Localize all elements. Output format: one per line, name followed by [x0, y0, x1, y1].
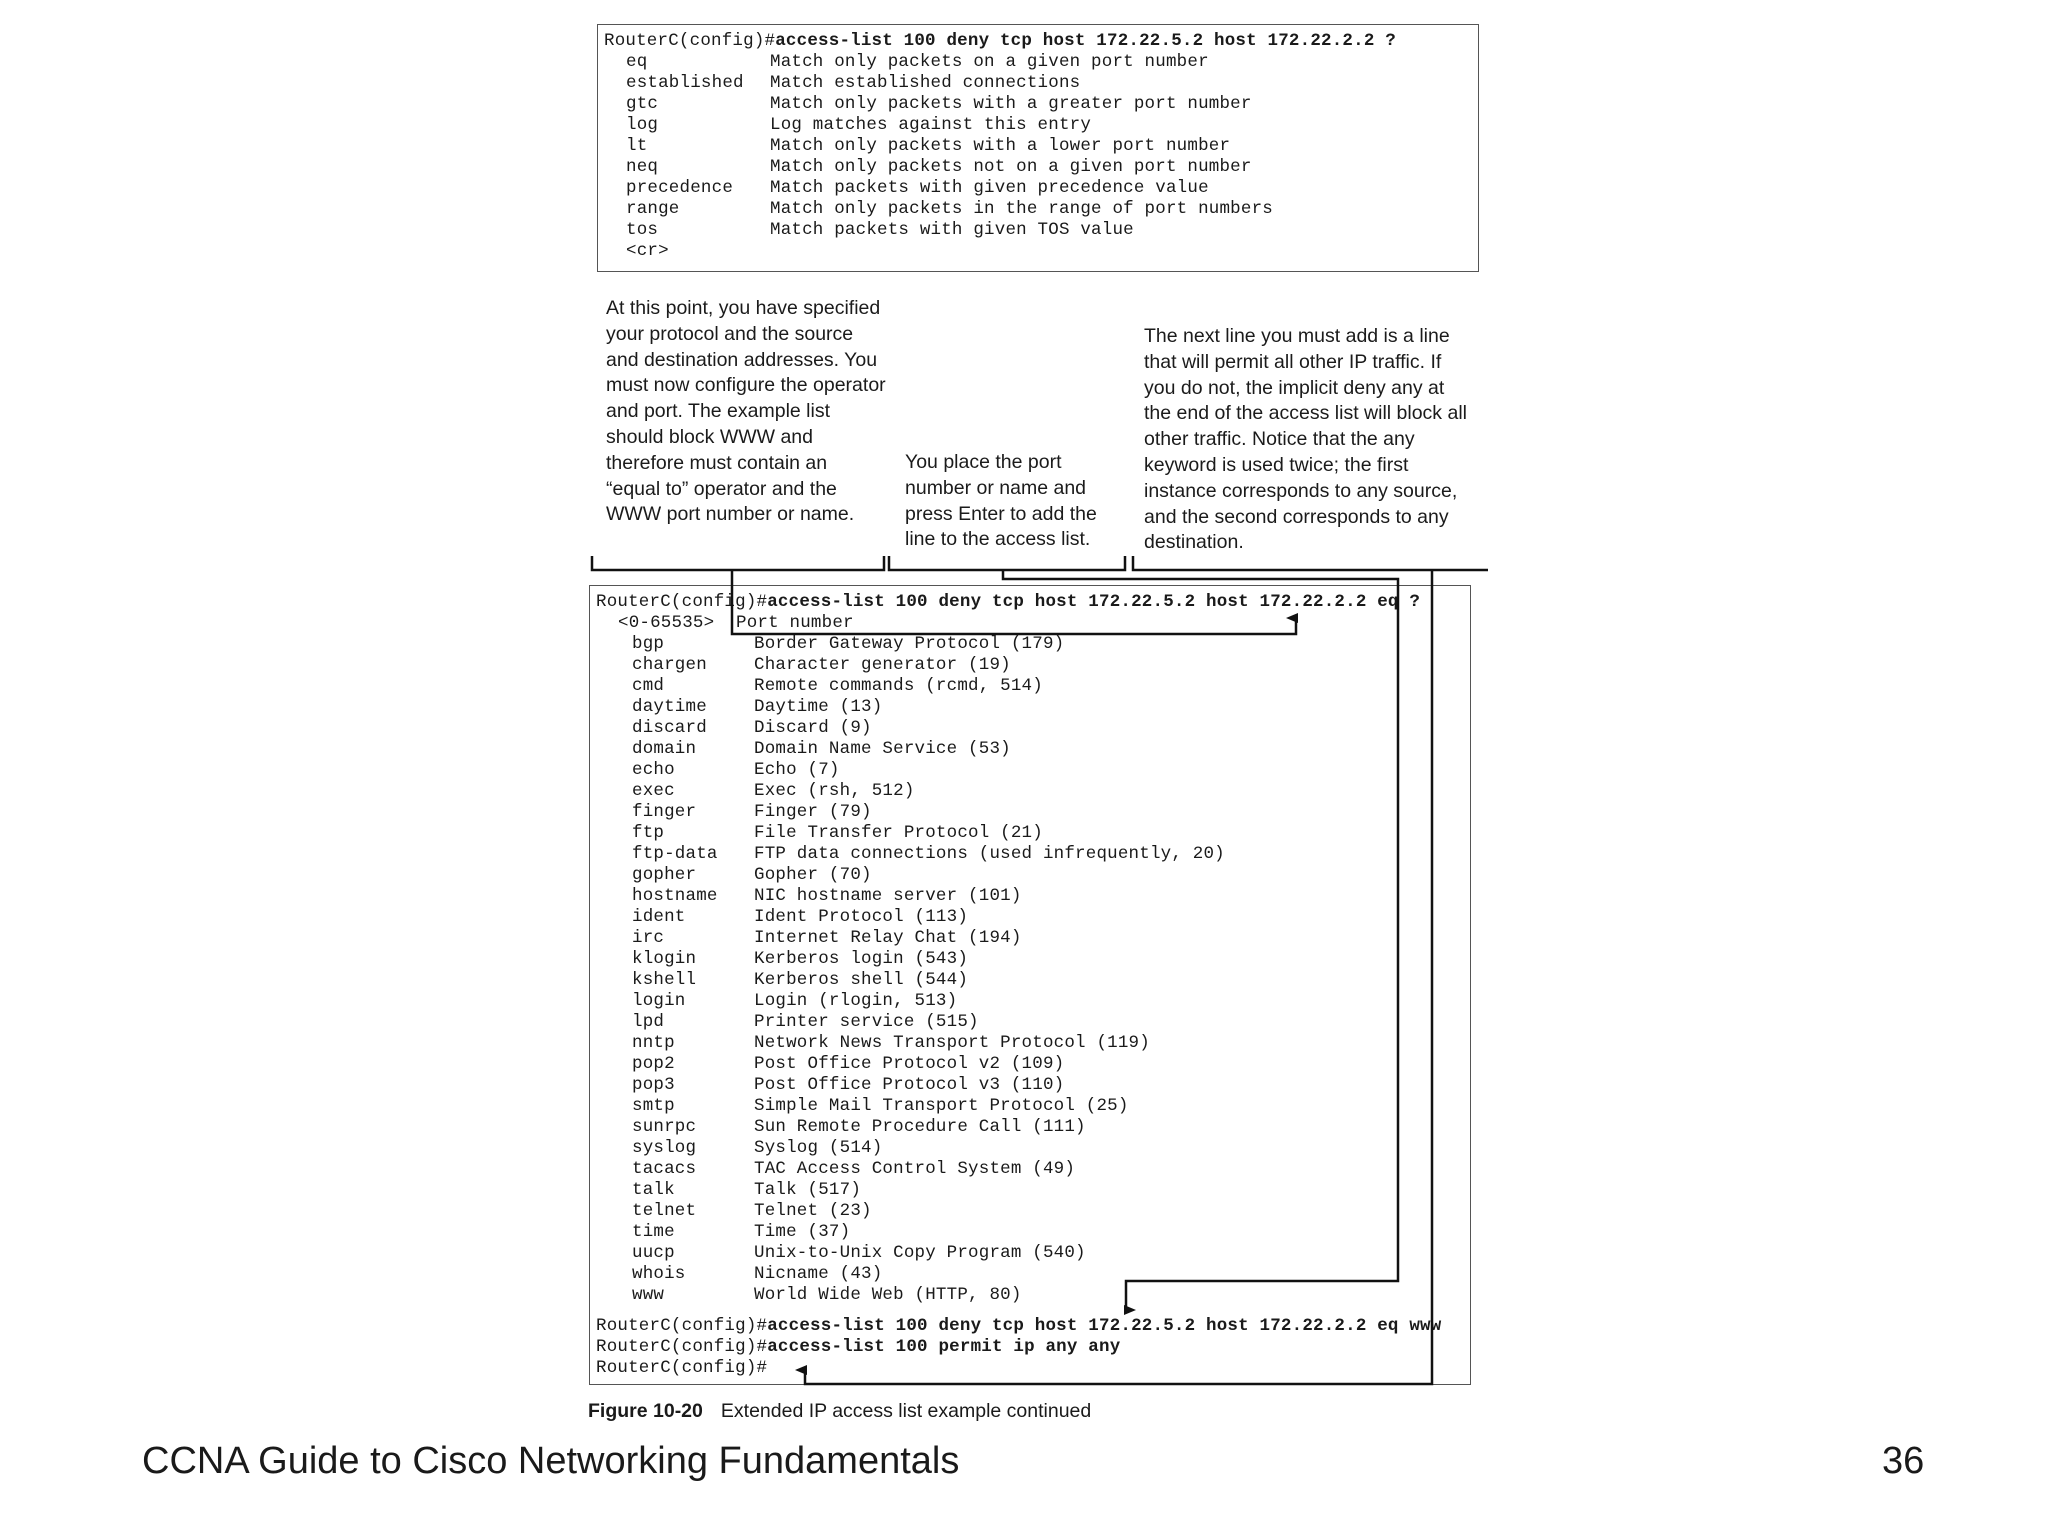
port-row-keyword: sunrpc	[632, 1117, 697, 1137]
port-row-keyword: bgp	[632, 634, 665, 654]
port-row-description: Kerberos login (543)	[754, 949, 969, 969]
page-number: 36	[1882, 1440, 1925, 1482]
port-row-keyword: exec	[632, 781, 675, 801]
port-row-keyword: echo	[632, 760, 675, 780]
port-row-keyword: chargen	[632, 655, 707, 675]
port-row-keyword: finger	[632, 802, 697, 822]
port-row-keyword: kshell	[632, 970, 697, 990]
port-row-keyword: ftp	[632, 823, 665, 843]
command-prompt: RouterC(config)#	[596, 592, 768, 612]
arrow-to-www-line	[1003, 570, 1398, 1310]
port-row-description: Border Gateway Protocol (179)	[754, 634, 1065, 654]
command-prompt: RouterC(config)#	[596, 1337, 768, 1357]
port-row-keyword: tacacs	[632, 1159, 697, 1179]
port-row-description: File Transfer Protocol (21)	[754, 823, 1043, 843]
option-row-description: Match packets with given TOS value	[770, 220, 1134, 240]
port-row-description: Internet Relay Chat (194)	[754, 928, 1022, 948]
port-row-description: Post Office Protocol v3 (110)	[754, 1075, 1065, 1095]
port-row-keyword: pop2	[632, 1054, 675, 1074]
option-row-description: Match only packets in the range of port numbers	[770, 199, 1273, 219]
port-row-description: Network News Transport Protocol (119)	[754, 1033, 1150, 1053]
command-text: access-list 100 deny tcp host 172.22.5.2 host 172.22.2.2 ?	[775, 31, 1396, 51]
port-row-description: Character generator (19)	[754, 655, 1011, 675]
port-row-keyword: telnet	[632, 1201, 697, 1221]
option-row-description: Match only packets with a greater port number	[770, 94, 1252, 114]
port-row-keyword: gopher	[632, 865, 697, 885]
port-row-description: Post Office Protocol v2 (109)	[754, 1054, 1065, 1074]
figure-label: Figure 10-20	[588, 1400, 703, 1422]
port-row-keyword: lpd	[632, 1012, 665, 1032]
slide-footer-title: CCNA Guide to Cisco Networking Fundamentals	[142, 1440, 960, 1482]
port-row-keyword: www	[632, 1285, 665, 1305]
command-prompt: RouterC(config)#	[604, 31, 776, 51]
port-row-description: Ident Protocol (113)	[754, 907, 969, 927]
port-row-keyword: syslog	[632, 1138, 697, 1158]
port-row-description: Exec (rsh, 512)	[754, 781, 915, 801]
port-row-description: Remote commands (rcmd, 514)	[754, 676, 1043, 696]
port-row-description: Syslog (514)	[754, 1138, 883, 1158]
port-row-description: Sun Remote Procedure Call (111)	[754, 1117, 1086, 1137]
port-row-description: Discard (9)	[754, 718, 872, 738]
port-row-keyword: klogin	[632, 949, 697, 969]
port-row-keyword: discard	[632, 718, 707, 738]
port-row-keyword: ident	[632, 907, 686, 927]
option-row-keyword: precedence	[626, 178, 734, 198]
port-row-keyword: domain	[632, 739, 697, 759]
port-row-keyword: hostname	[632, 886, 718, 906]
figure-caption	[588, 1400, 1091, 1423]
middle-callout-bracket	[889, 556, 1125, 570]
option-row-description: Match only packets with a lower port number	[770, 136, 1231, 156]
port-row-keyword: cmd	[632, 676, 665, 696]
command-prompt: RouterC(config)#	[596, 1358, 768, 1378]
option-row-keyword: <cr>	[626, 241, 669, 261]
port-row-description: Daytime (13)	[754, 697, 883, 717]
command-prompt: RouterC(config)#	[596, 1316, 768, 1336]
port-row-keyword: login	[632, 991, 686, 1011]
port-row-description: Login (rlogin, 513)	[754, 991, 958, 1011]
option-row-description: Match only packets on a given port number	[770, 52, 1209, 72]
port-row-description: Finger (79)	[754, 802, 872, 822]
port-row-description: Gopher (70)	[754, 865, 872, 885]
port-row-keyword: time	[632, 1222, 675, 1242]
port-row-keyword: nntp	[632, 1033, 675, 1053]
port-row-keyword: talk	[632, 1180, 675, 1200]
command-text: access-list 100 permit ip any any	[767, 1337, 1121, 1357]
option-row-keyword: established	[626, 73, 744, 93]
command-text: access-list 100 deny tcp host 172.22.5.2 host 172.22.2.2 eq www	[767, 1316, 1442, 1336]
option-row-description: Log matches against this entry	[770, 115, 1092, 135]
port-row-keyword: uucp	[632, 1243, 675, 1263]
option-row-keyword: range	[626, 199, 680, 219]
port-row-keyword: smtp	[632, 1096, 675, 1116]
callout-permit-note: The next line you must add is a line that will permit all other IP traffic. If you do not, the implicit deny any at the end of the access list will block all other traffic. Notice that the any keyword is used twice; the first instance corresponds to any source, and the second corresponds to any destination.	[1144, 325, 1467, 554]
port-row-description: FTP data connections (used infrequently, 20)	[754, 844, 1225, 864]
option-row-keyword: eq	[626, 52, 648, 72]
option-row-description: Match only packets not on a given port number	[770, 157, 1252, 177]
port-row-keyword: ftp-data	[632, 844, 718, 864]
port-range-description: Port number	[736, 613, 854, 633]
left-callout-bracket	[592, 556, 884, 570]
port-row-keyword: daytime	[632, 697, 707, 717]
port-row-description: Unix-to-Unix Copy Program (540)	[754, 1243, 1086, 1263]
port-row-description: TAC Access Control System (49)	[754, 1159, 1076, 1179]
port-row-keyword: pop3	[632, 1075, 675, 1095]
port-row-description: Time (37)	[754, 1222, 851, 1242]
callout-port-note: You place the port number or name and press Enter to add the line to the access list.	[905, 451, 1097, 551]
option-row-description: Match packets with given precedence value	[770, 178, 1209, 198]
option-row-keyword: tos	[626, 220, 659, 240]
port-row-description: Kerberos shell (544)	[754, 970, 969, 990]
port-row-description: Echo (7)	[754, 760, 840, 780]
option-row-keyword: lt	[626, 136, 648, 156]
command-text: access-list 100 deny tcp host 172.22.5.2 host 172.22.2.2 eq ?	[767, 592, 1421, 612]
arrow-to-permit-line	[805, 570, 1432, 1384]
port-row-description: Simple Mail Transport Protocol (25)	[754, 1096, 1129, 1116]
callout-operator-note: At this point, you have specified your protocol and the source and destination addresses. You must now configure the operator and port. The example list should block WWW and therefore must contain an “equal to” operator and the WWW port number or name.	[606, 297, 886, 526]
option-row-keyword: neq	[626, 157, 659, 177]
port-row-description: Nicname (43)	[754, 1264, 883, 1284]
port-row-description: Telnet (23)	[754, 1201, 872, 1221]
port-row-description: NIC hostname server (101)	[754, 886, 1022, 906]
port-row-description: Domain Name Service (53)	[754, 739, 1011, 759]
option-row-keyword: log	[626, 115, 659, 135]
port-row-keyword: whois	[632, 1264, 686, 1284]
option-row-keyword: gtc	[626, 94, 659, 114]
option-row-description: Match established connections	[770, 73, 1081, 93]
port-row-description: Talk (517)	[754, 1180, 862, 1200]
figure-caption-text: Extended IP access list example continued	[720, 1400, 1092, 1422]
port-row-description: World Wide Web (HTTP, 80)	[754, 1285, 1022, 1305]
port-row-keyword: irc	[632, 928, 665, 948]
right-callout-bracket	[1133, 556, 1488, 570]
port-range-keyword: <0-65535>	[618, 613, 715, 633]
port-row-description: Printer service (515)	[754, 1012, 979, 1032]
